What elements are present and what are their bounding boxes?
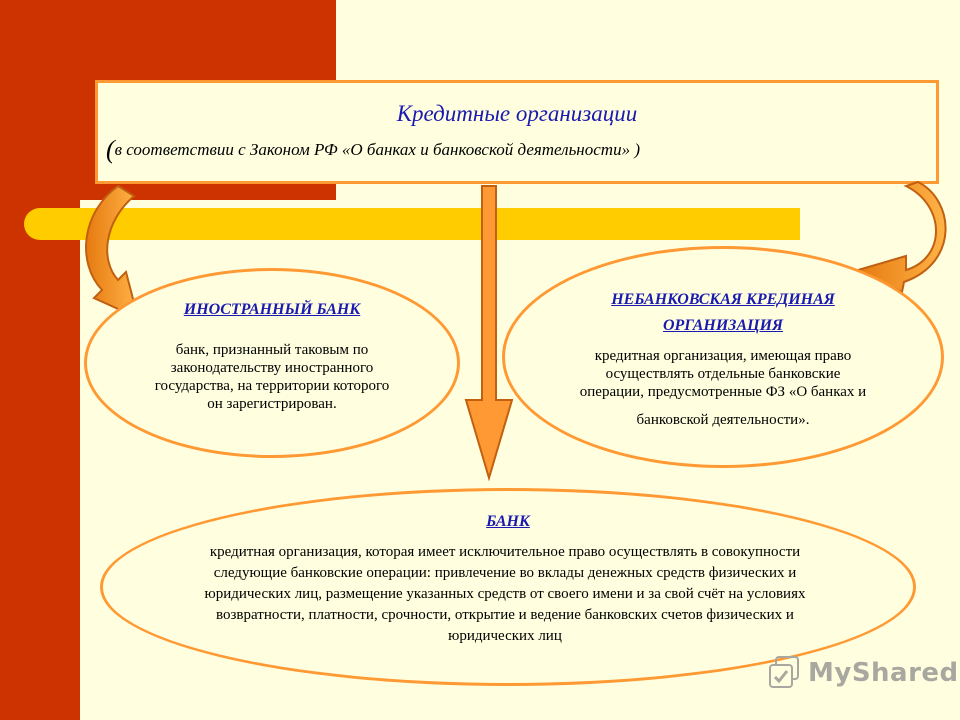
foreign-bank-title: ИНОСТРАННЫЙ БАНК — [183, 301, 361, 318]
nonbank-line: кредитная организация, имеющая право — [594, 348, 852, 364]
bank-title: БАНК — [486, 513, 530, 530]
bank-line: возвратности, платности, срочности, открытие и ведение банковских счетов физических и — [216, 607, 794, 623]
bank-line: юридических лиц, размещение указанных средств от своего имени и за свой счёт на условиях — [204, 586, 806, 602]
bank-line: юридических лиц — [448, 628, 562, 644]
nonbank-title-line: НЕБАНКОВСКАЯ КРЕДИНАЯ — [611, 291, 835, 308]
foreign-bank-line: государства, на территории которого — [154, 378, 390, 394]
nonbank-title — [505, 287, 941, 339]
nonbank-line: осуществлять отдельные банковские — [605, 366, 841, 382]
watermark — [768, 654, 959, 692]
foreign-bank-ellipse — [84, 268, 460, 458]
myshared-logo-icon — [768, 655, 804, 691]
nonbank-line: банковской деятельности». — [636, 412, 810, 428]
nonbank-title-line: ОРГАНИЗАЦИЯ — [662, 317, 784, 334]
diagram-title: Кредитные организации — [396, 101, 638, 126]
nonbank-line: операции, предусмотренные ФЗ «О банках и — [579, 384, 867, 400]
bank-line: следующие банковские операции: привлечение во вклады денежных средств физических и — [213, 565, 797, 581]
foreign-bank-line: банк, признанный таковым по — [175, 342, 369, 358]
bank-line: кредитная организация, которая имеет исключительное право осуществлять в совокупности — [209, 544, 801, 560]
nonbank-description — [533, 347, 913, 429]
nonbank-ellipse — [502, 246, 944, 468]
foreign-bank-description — [107, 341, 437, 413]
subtitle-open-paren: ( — [106, 135, 115, 164]
left-curved-arrow — [86, 186, 138, 318]
bank-description — [101, 542, 909, 647]
foreign-bank-line: законодательству иностранного — [170, 360, 374, 376]
subtitle-text: в соответствии с Законом РФ «О банках и банковской деятельности» ) — [114, 140, 640, 159]
watermark-text: MyShared — [808, 658, 959, 688]
foreign-bank-line: он зарегистрирован. — [207, 396, 337, 412]
